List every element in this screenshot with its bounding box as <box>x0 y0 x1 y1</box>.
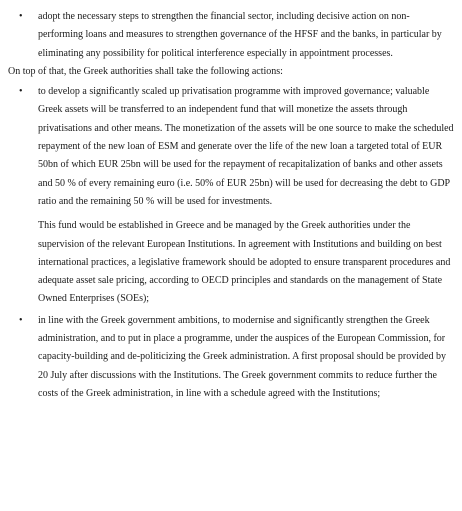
list-item <box>0 8 462 63</box>
list-item-text: to develop a significantly scaled up privatisation programme with improved governance; valuable Greek assets will be transferred to an independent fund that will monetize the assets through privatisations and other means. The monetization of the assets will be one source to make the scheduled repayment of the new loan of ESM and generate over the life of the new loan a targeted total of EUR 50bn of which EUR 25bn will be used for the repayment of recapitalization of banks and other assets and 50 % of every remaining euro (i.e. 50% of EUR 25bn) will be used for decreasing the debt to GDP ratio and the remaining 50 % will be used for investments. <box>38 86 454 207</box>
list-item-text: in line with the Greek government ambitions, to modernise and significantly strengthen the Greek administration, and to put in place a programme, under the auspices of the European Commission, for capacity-building and de-politicizing the Greek administration. A first proposal should be provided by 20 July after discussions with the Institutions. The Greek government commits to reduce further the costs of the Greek administration, in line with a schedule agreed with the Institutions; <box>38 314 446 399</box>
bullet-icon: • <box>19 86 23 98</box>
list-item-continuation: This fund would be established in Greece and be managed by the Greek authorities under the supervision of the relevant European Institutions. In agreement with Institutions and building on best international practices, a legislative framework should be adopted to ensure transparent procedures and adequate asset sale pricing, according to OECD principles and standards on the management of State Owned Enterprises (SOEs); <box>38 220 451 305</box>
bullet-icon: • <box>19 11 23 22</box>
list-item <box>0 83 462 309</box>
list-item <box>0 312 462 403</box>
list-item-text: adopt the necessary steps to strengthen the financial sector, including decisive action on non-performing loans and measures to strengthen governance of the HFSF and the banks, in particular by eliminating any possibility for political interference especially in appointment processes. <box>38 11 442 59</box>
bullet-icon: • <box>19 314 23 326</box>
intro-paragraph: On top of that, the Greek authorities shall take the following actions: <box>8 65 283 77</box>
